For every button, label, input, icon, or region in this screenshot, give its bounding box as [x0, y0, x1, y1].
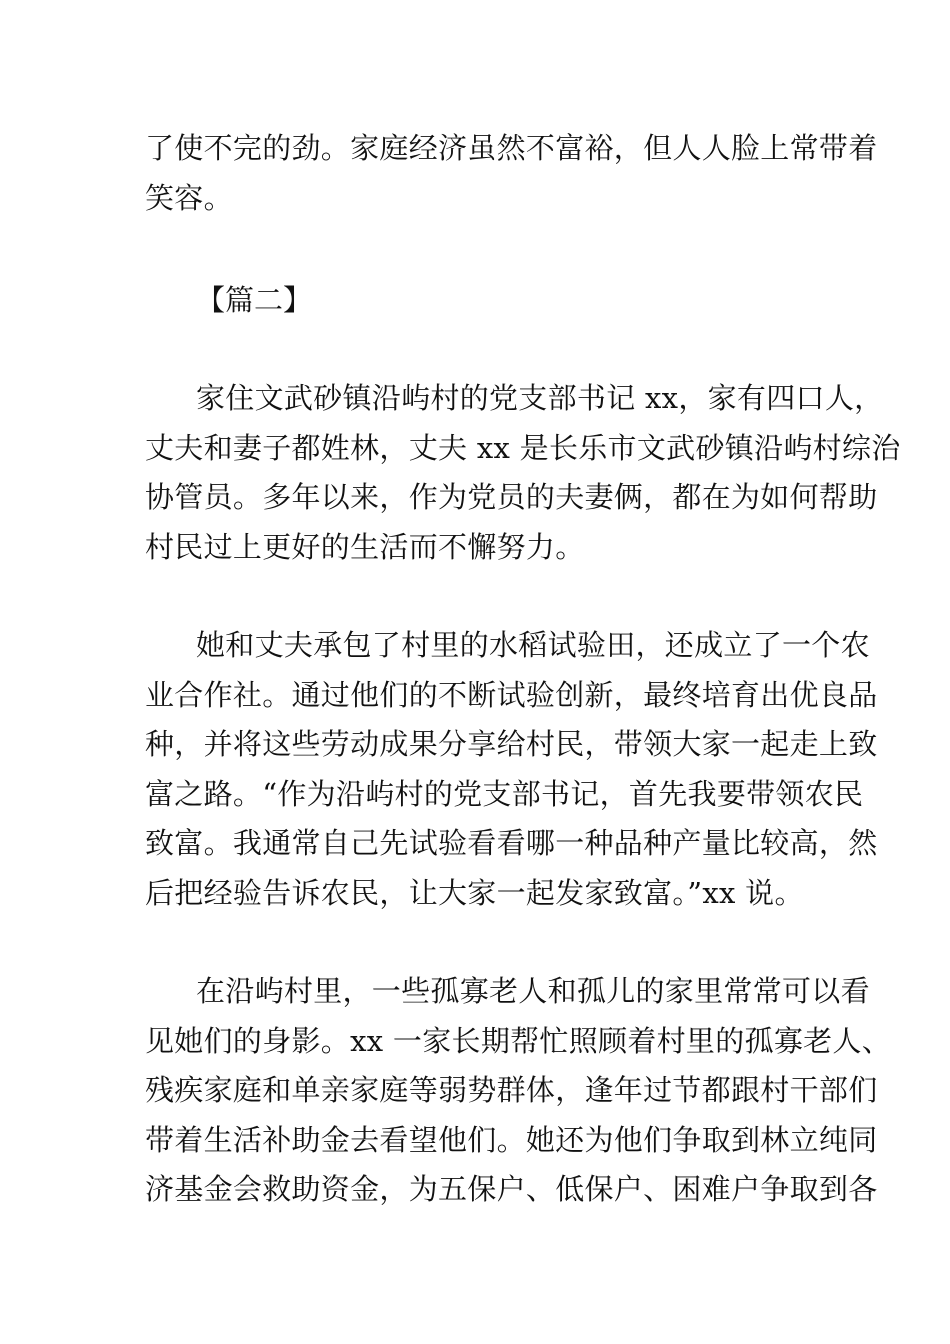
text-line: 致富。我通常自己先试验看看哪一种品种产量比较高，然 [145, 826, 878, 860]
text-line: 村民过上更好的生活而不懈努力。 [145, 529, 585, 564]
section-heading: 【篇二】 [196, 283, 313, 317]
text-line: 在沿屿村里，一些孤寡老人和孤儿的家里常常可以看 [196, 974, 870, 1008]
continuation-paragraph [145, 124, 878, 223]
text-line: 残疾家庭和单亲家庭等弱势群体，逢年过节都跟村干部们 [145, 1073, 878, 1107]
text-line: 协管员。多年以来，作为党员的夫妻俩，都在为如何帮助 [145, 480, 878, 514]
text-line: 富之路。“作为沿屿村的党支部书记，首先我要带领农民 [145, 776, 864, 811]
text-line: 后把经验告诉农民，让大家一起发家致富。”xx 说。 [145, 875, 804, 910]
paragraph-2 [145, 621, 878, 918]
text-line: 带着生活补助金去看望他们。她还为他们争取到林立纯同 [145, 1122, 878, 1157]
text-line: 业合作社。通过他们的不断试验创新，最终培育出优良品 [145, 677, 878, 712]
text-line: 见她们的身影。xx 一家长期帮忙照顾着村里的孤寡老人、 [145, 1023, 892, 1058]
paragraph-3 [145, 967, 892, 1215]
text-line: 了使不完的劲。家庭经济虽然不富裕，但人人脸上常带着 [145, 131, 878, 165]
text-line: 她和丈夫承包了村里的水稻试验田，还成立了一个农 [196, 628, 870, 662]
text-line: 笑容。 [145, 180, 233, 215]
text-line: 种，并将这些劳动成果分享给村民，带领大家一起走上致 [145, 727, 878, 761]
text-line: 家住文武砂镇沿屿村的党支部书记 xx，家有四口人， [196, 381, 884, 415]
text-line: 济基金会救助资金，为五保户、低保户、困难户争取到各 [145, 1172, 878, 1206]
text-line: 丈夫和妻子都姓林，丈夫 xx 是长乐市文武砂镇沿屿村综治 [145, 430, 901, 465]
paragraph-1 [145, 374, 901, 572]
